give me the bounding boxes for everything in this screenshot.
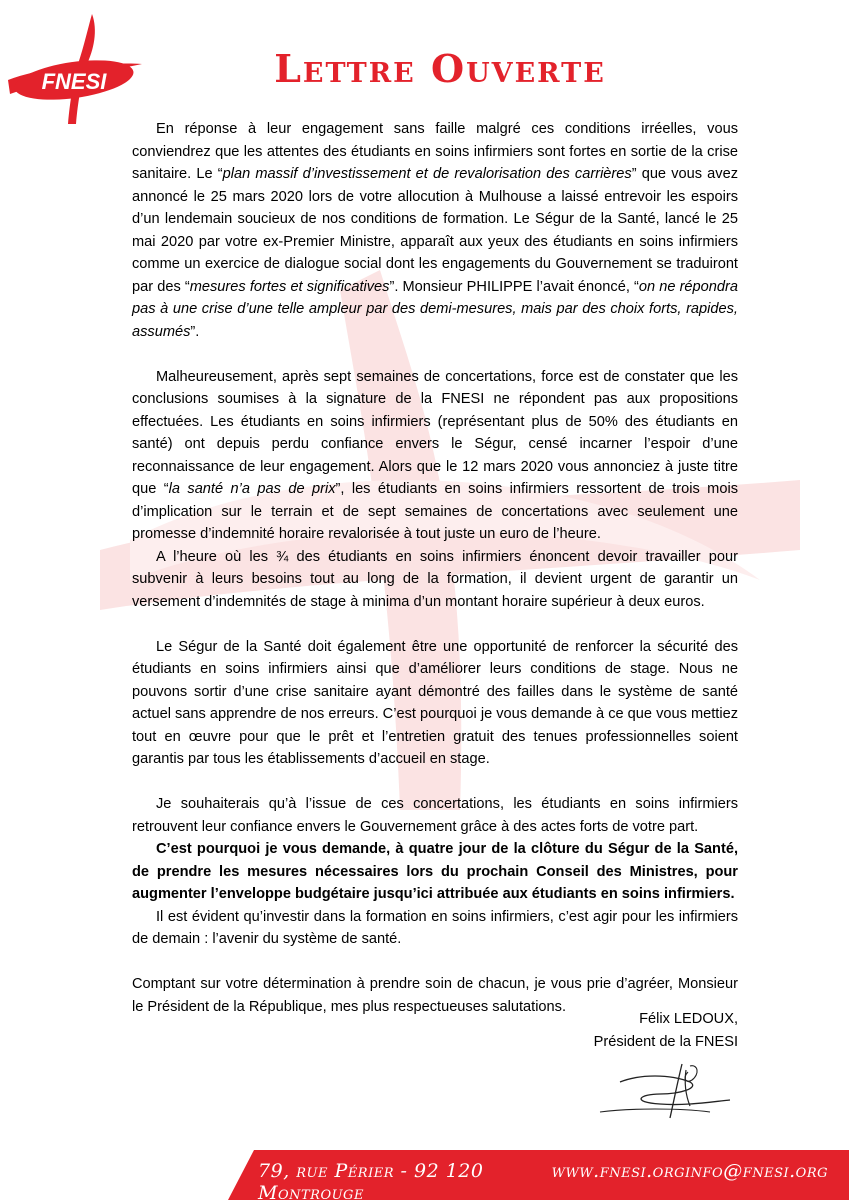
page-title: Lettre Ouverte xyxy=(274,46,606,91)
logo-text: FNESI xyxy=(41,69,107,94)
paragraph-1: En réponse à leur engagement sans faille malgré ces conditions irréelles, vous conviendrez que les attentes des étudiants en soins infirmiers sont fortes en sortie de la crise sanitaire. Le “plan massif d’investissement et de revalorisation des carrières” que vous avez annoncé le 25 mars 2020 lors de votre allocution à Mulhouse a laissé entrevoir les espoirs d’un lendemain soucieux de nos conditions de formation. Le Ségur de la Santé, lancé le 25 mai 2020 par votre ex-Premier Ministre, apparaît aux yeux des étudiants en soins infirmiers comme un exercice de dialogue social dont les engagements du Gouvernement se traduiront par des “mesures fortes et significatives”. Monsieur PHILIPPE l’avait énoncé, “on ne répondra pas à une crise d’une telle ampleur par des demi-mesures, mais par des choix forts, rapides, assumés”. xyxy=(132,121,738,340)
footer-address: 79, rue Périer - 92 120 Montrouge xyxy=(258,1160,484,1204)
paragraph-6-bold: C’est pourquoi je vous demande, à quatre jour de la clôture du Ségur de la Santé, de prendre les mesures nécessaires lors du prochain Conseil des Ministres, pour augmenter l’enveloppe budgétaire jusqu’ici attribuée aux étudiants en soins infirmiers. xyxy=(132,841,738,902)
signatory-role: Président de la FNESI xyxy=(593,1033,738,1050)
fnesi-logo xyxy=(4,10,144,128)
signatory-name: Félix LEDOUX, xyxy=(639,1011,738,1027)
closing-paragraph: Comptant sur votre détermination à prendre soin de chacun, je vous prie d’agréer, Monsieur le Président de la République, mes plus respectueuses salutations. xyxy=(132,976,738,1015)
footer-email[interactable]: info@fnesi.org xyxy=(685,1160,828,1182)
handwritten-signature xyxy=(590,1060,740,1120)
paragraph-5: Je souhaiterais qu’à l’issue de ces concertations, les étudiants en soins infirmiers retrouvent leur confiance envers le Gouvernement grâce à des actes forts de votre part. xyxy=(132,796,738,835)
paragraph-4: Le Ségur de la Santé doit également être une opportunité de renforcer la sécurité des étudiants en soins infirmiers ainsi que d’améliorer leurs conditions de stage. Nous ne pouvons sortir d’une crise sanitaire ayant démontré des failles dans le système de santé actuel sans apprendre de nos erreurs. C’est pourquoi je vous demande à ce que vous mettiez tout en œuvre pour que le prêt et l’entretien gratuit des tenues professionnelles soient garantis par tous les établissements d’accueil en stage. xyxy=(132,638,738,767)
footer-website[interactable]: www.fnesi.org xyxy=(551,1160,686,1182)
signature-block xyxy=(594,1008,738,1053)
letter-body xyxy=(132,118,738,1018)
paragraph-3: A l’heure où les ¾ des étudiants en soins infirmiers énoncent devoir travailler pour subvenir à leurs besoins tout au long de la formation, il devient urgent de garantir un versement d’indemnités de stage à minima d’un montant horaire supérieur à deux euros. xyxy=(132,548,738,610)
footer-contact xyxy=(258,1160,828,1204)
paragraph-2: Malheureusement, après sept semaines de concertations, force est de constater que les conclusions soumises à la signature de la FNESI ne répondent pas aux propositions effectuées. Les étudiants en soins infirmiers (représentant plus de 50% des étudiants en santé) ont depuis perdu confiance envers le Ségur, censé incarner l’espoir d’une reconnaissance de leur engagement. Alors que le 12 mars 2020 vous annonciez à juste titre que “la santé n’a pas de prix”, les étudiants en soins infirmiers ressortent de trois mois d’implication sur le terrain et de sept semaines de concertations avec seulement une promesse d’indemnité horaire revalorisée à tout juste un euro de l’heure. xyxy=(132,368,738,542)
paragraph-7: Il est évident qu’investir dans la formation en soins infirmiers, c’est agir pour les infirmiers de demain : l’avenir du système de santé. xyxy=(132,908,738,947)
